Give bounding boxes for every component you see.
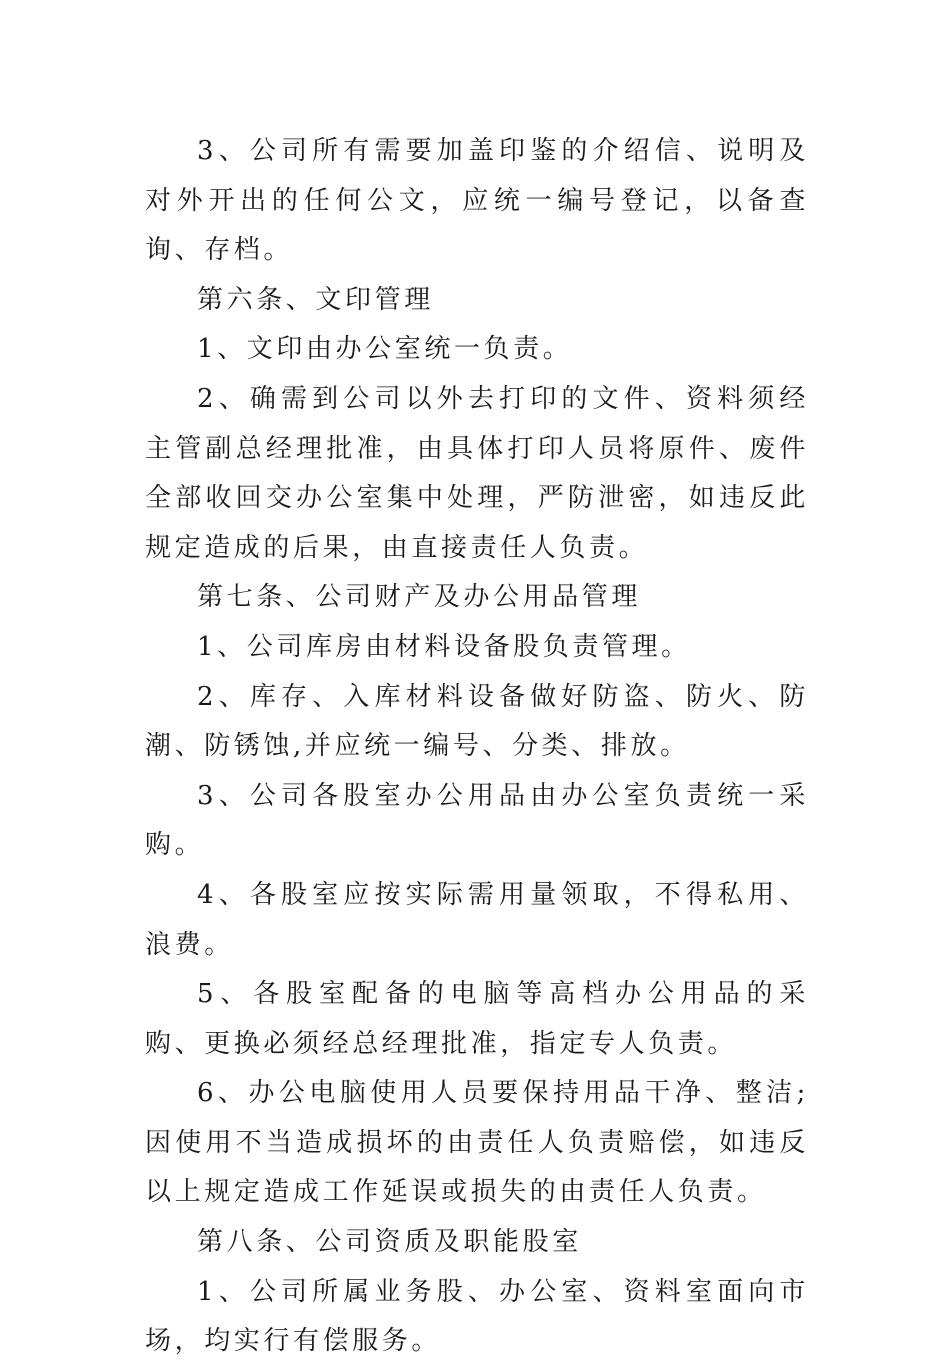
paragraph-item-3-seal-letters: 3、公司所有需要加盖印鉴的介绍信、说明及对外开出的任何公文，应统一编号登记，以备查询、存档。 [145,136,809,266]
section-heading-article-8: 第八条、公司资质及职能股室 [197,1227,582,1258]
paragraph-item-6-computers: 6、办公电脑使用人员要保持用品干净、整洁;因使用不当造成损坏的由责任人负责赔偿，如违反以上规定造成工作延误或损失的由责任人负责。 [145,1078,809,1208]
paragraph-item-1-paid-services: 1、公司所属业务股、办公室、资料室面向市场，均实行有偿服务。 [145,1276,809,1357]
paragraph-item-5-equipment: 5、各股室配备的电脑等高档办公用品的采购、更换必须经总经理批准，指定专人负责。 [145,979,809,1059]
paragraph-item-4-usage: 4、各股室应按实际需用量领取，不得私用、浪费。 [145,879,809,960]
section-heading-article-6: 第六条、文印管理 [197,284,434,315]
paragraph-item-3-procurement: 3、公司各股室办公用品由办公室负责统一采购。 [145,780,809,861]
document-page [145,127,809,1367]
paragraph-item-1-warehouse: 1、公司库房由材料设备股负责管理。 [197,631,691,662]
paragraph-item-1-printing: 1、文印由办公室统一负责。 [197,334,573,365]
paragraph-item-2-inventory: 2、库存、入库材料设备做好防盗、防火、防潮、防锈蚀,并应统一编号、分类、排放。 [145,681,809,762]
section-heading-article-7: 第七条、公司财产及办公用品管理 [197,582,642,613]
paragraph-item-2-outside-printing: 2、确需到公司以外去打印的文件、资料须经主管副总经理批准，由具体打印人员将原件、废件全部收回交办公室集中处理，严防泄密，如违反此规定造成的后果，由直接责任人负责。 [145,383,809,563]
